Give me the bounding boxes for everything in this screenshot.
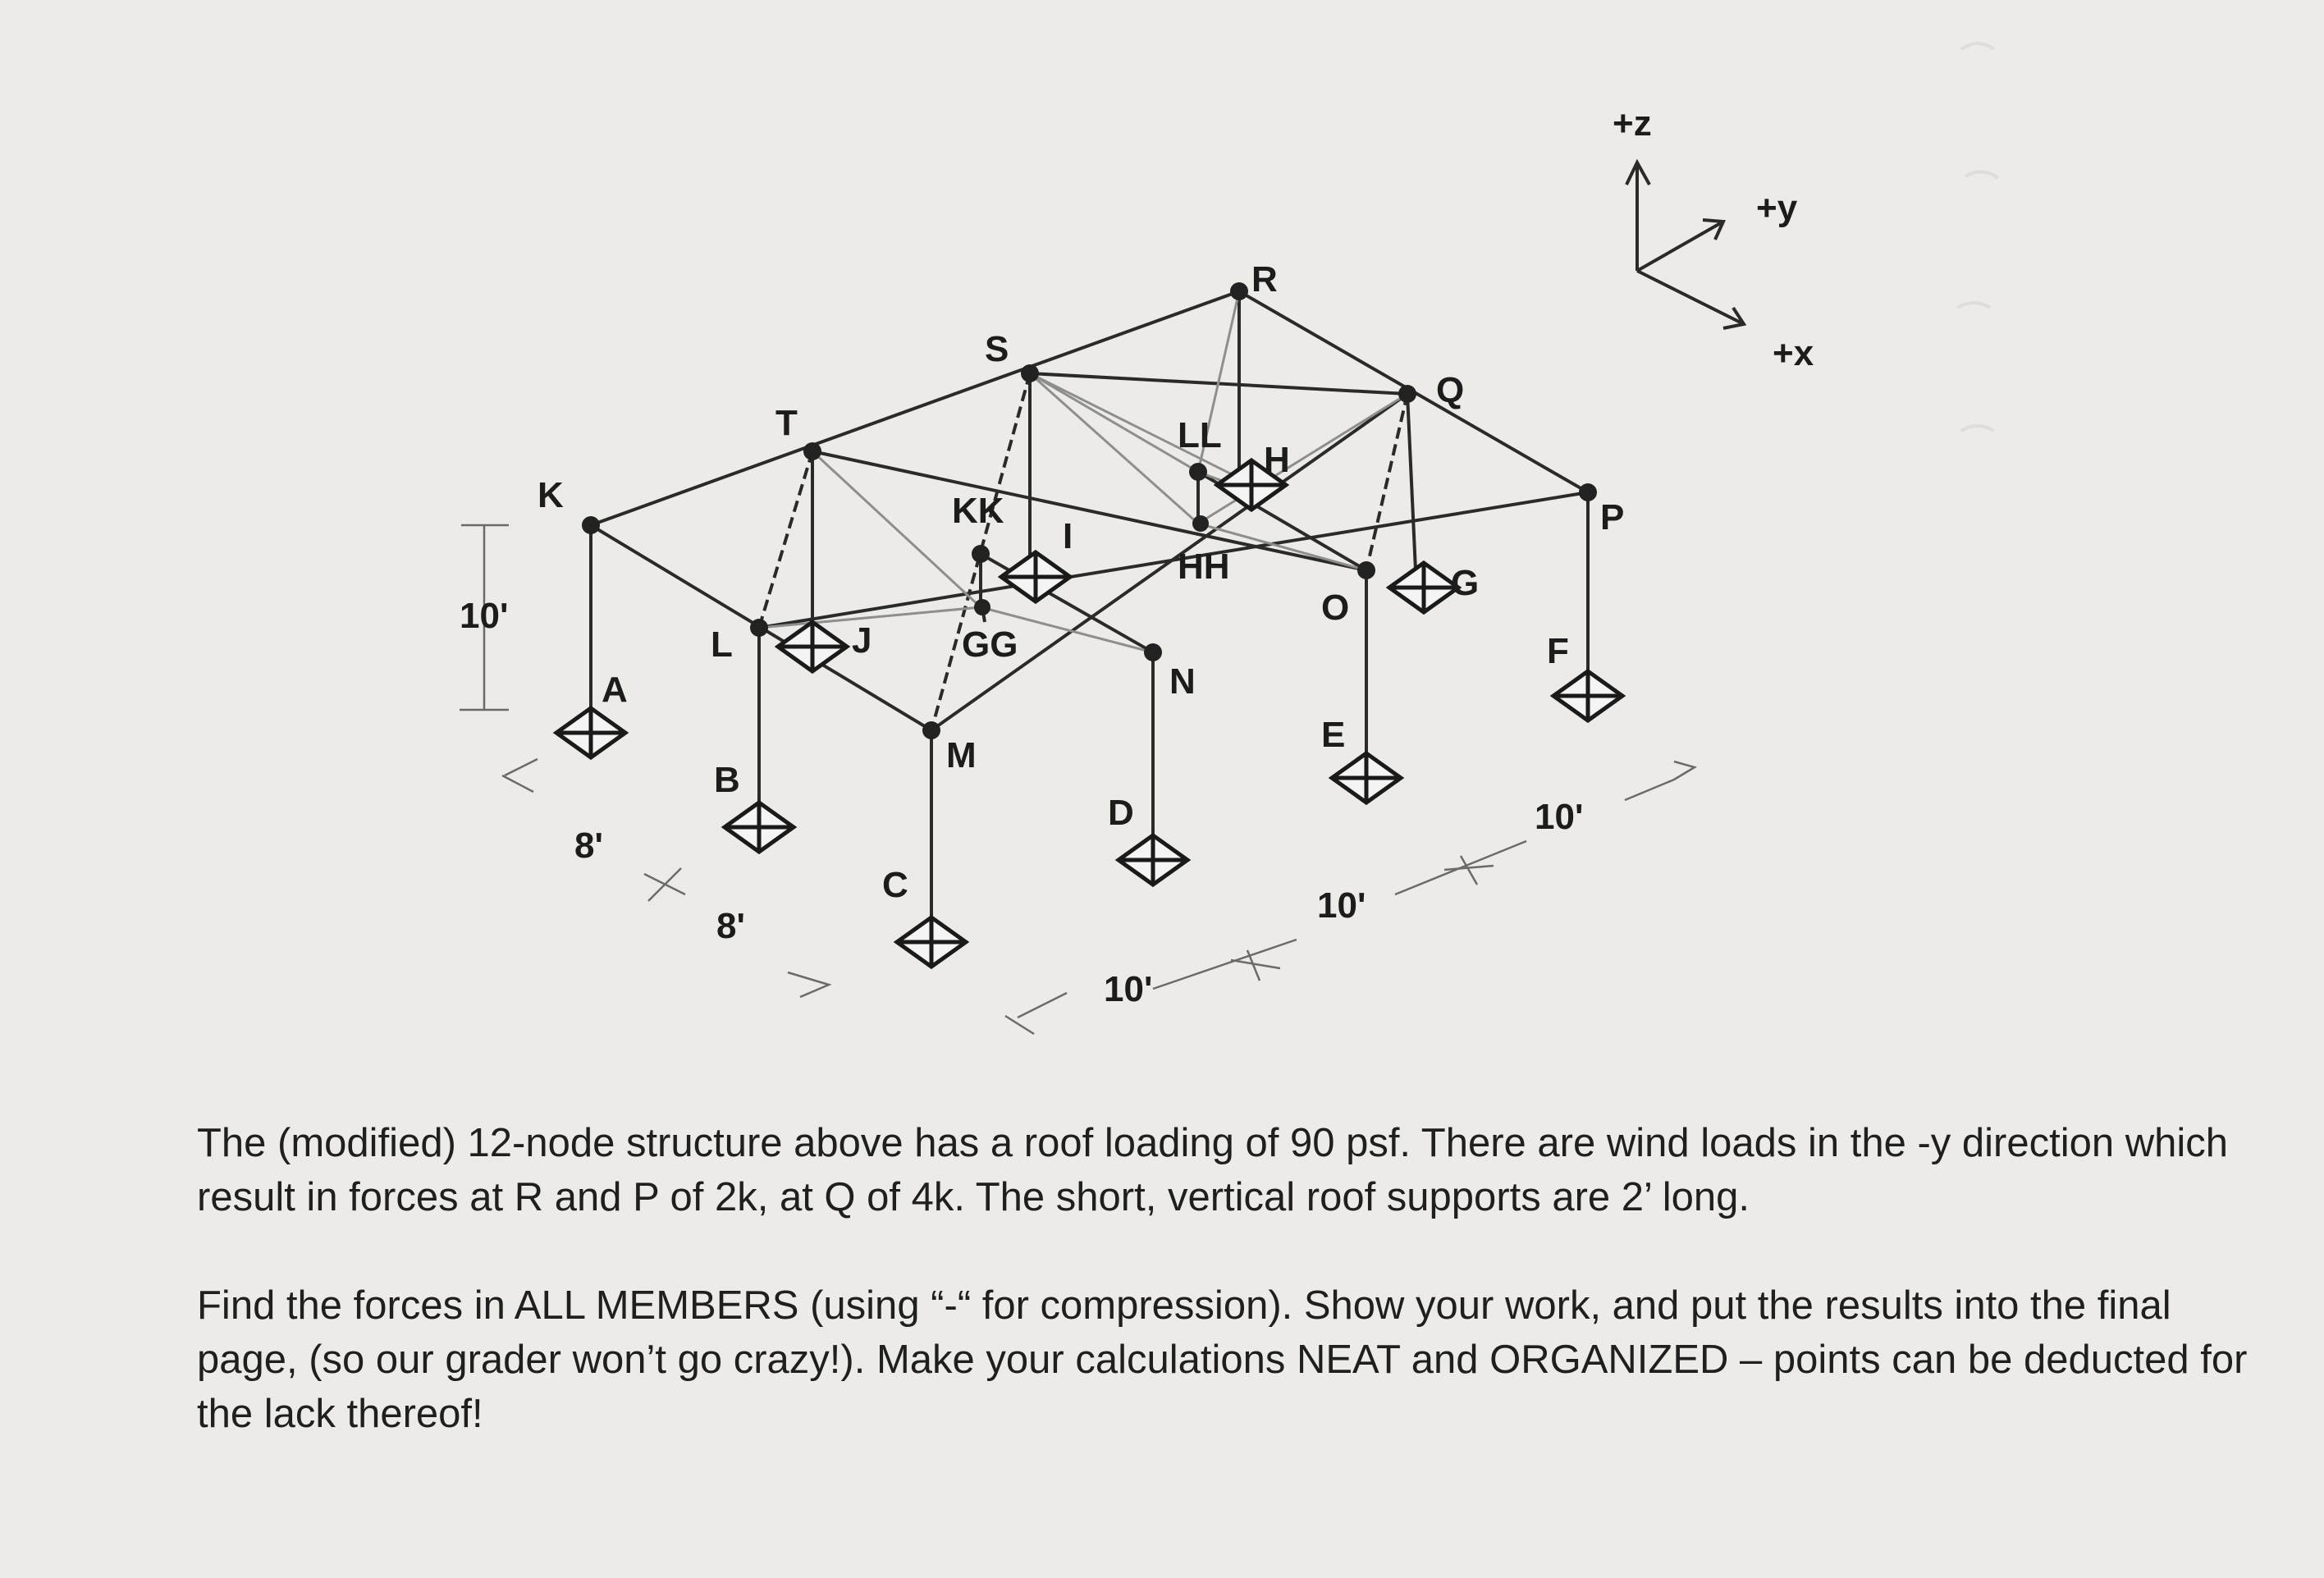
- label-h: H: [1264, 440, 1290, 480]
- dim-10-mid: 10': [1317, 885, 1366, 926]
- support-e: [1332, 753, 1401, 803]
- joint-gg: [974, 599, 990, 615]
- problem-paragraph-2: Find the forces in ALL MEMBERS (using “-“ for compression). Show your work, and put the results into the final page, (so our grader won’t go crazy!). Make your calculations NEAT and ORGANIZED – points can be deducted for the lack thereof!: [197, 1283, 2248, 1436]
- dim-10-right: 10': [1535, 797, 1584, 837]
- label-j: J: [852, 620, 872, 661]
- joint-kk: [972, 545, 990, 563]
- columns: [591, 492, 1588, 935]
- label-l: L: [711, 624, 733, 665]
- label-e: E: [1321, 715, 1346, 755]
- label-f: F: [1547, 631, 1569, 671]
- dimension-labels: [460, 596, 1583, 1009]
- joint-n: [1144, 643, 1162, 661]
- support-b: [725, 803, 794, 852]
- axis-triad: [1613, 103, 1814, 373]
- joint-ll: [1189, 463, 1207, 481]
- axis-x-label: +x: [1773, 333, 1814, 373]
- support-d: [1119, 835, 1187, 885]
- problem-paragraph-1: The (modified) 12-node structure above has a roof loading of 90 psf. There are wind loads in the -y direction which result in forces at R and P of 2k, at Q of 4k. The short, vertical roof supports are 2’ long.: [197, 1121, 2228, 1219]
- label-d: D: [1108, 793, 1134, 833]
- support-a: [556, 708, 625, 757]
- label-p: P: [1600, 497, 1625, 537]
- joint-k: [582, 516, 600, 534]
- label-n: N: [1169, 661, 1196, 702]
- label-r: R: [1251, 259, 1278, 300]
- dim-10-front: 10': [1104, 969, 1153, 1009]
- label-o: O: [1321, 588, 1350, 628]
- dim-height: 10': [460, 596, 509, 636]
- joint-r: [1230, 282, 1248, 300]
- support-j: [778, 622, 847, 671]
- node-labels: [538, 259, 1624, 905]
- label-a: A: [602, 670, 628, 710]
- label-q: Q: [1436, 370, 1465, 410]
- dim-8-front: 8': [716, 906, 745, 946]
- joint-s: [1021, 364, 1039, 382]
- label-i: I: [1063, 516, 1073, 556]
- label-s: S: [985, 329, 1009, 369]
- joint-l: [750, 619, 768, 637]
- label-hh: HH: [1178, 547, 1230, 587]
- label-gg: GG: [962, 624, 1018, 665]
- dim-8-left: 8': [574, 826, 603, 866]
- problem-statement: [197, 1116, 2265, 1495]
- bleed-through-marks: [1957, 43, 1998, 431]
- axis-y-label: +y: [1756, 188, 1798, 228]
- joint-hh: [1192, 515, 1209, 532]
- label-t: T: [775, 403, 798, 443]
- diagonal-braces: [759, 291, 1407, 652]
- support-g: [1389, 563, 1458, 612]
- label-m: M: [946, 735, 977, 775]
- label-kk: KK: [952, 491, 1004, 531]
- roof-beams: [591, 291, 1588, 730]
- label-k: K: [538, 475, 564, 515]
- dimension-lines: [460, 525, 1695, 1034]
- support-c: [897, 917, 966, 967]
- label-b: B: [714, 760, 740, 800]
- joint-o: [1357, 561, 1375, 579]
- joint-p: [1579, 483, 1597, 501]
- joint-m: [922, 721, 940, 739]
- support-i: [1001, 552, 1070, 601]
- joint-q: [1398, 385, 1416, 403]
- support-f: [1553, 671, 1622, 720]
- label-g: G: [1451, 563, 1480, 603]
- axis-z-label: +z: [1613, 103, 1652, 144]
- label-ll: LL: [1178, 415, 1222, 455]
- joint-t: [803, 442, 821, 460]
- label-c: C: [882, 865, 908, 905]
